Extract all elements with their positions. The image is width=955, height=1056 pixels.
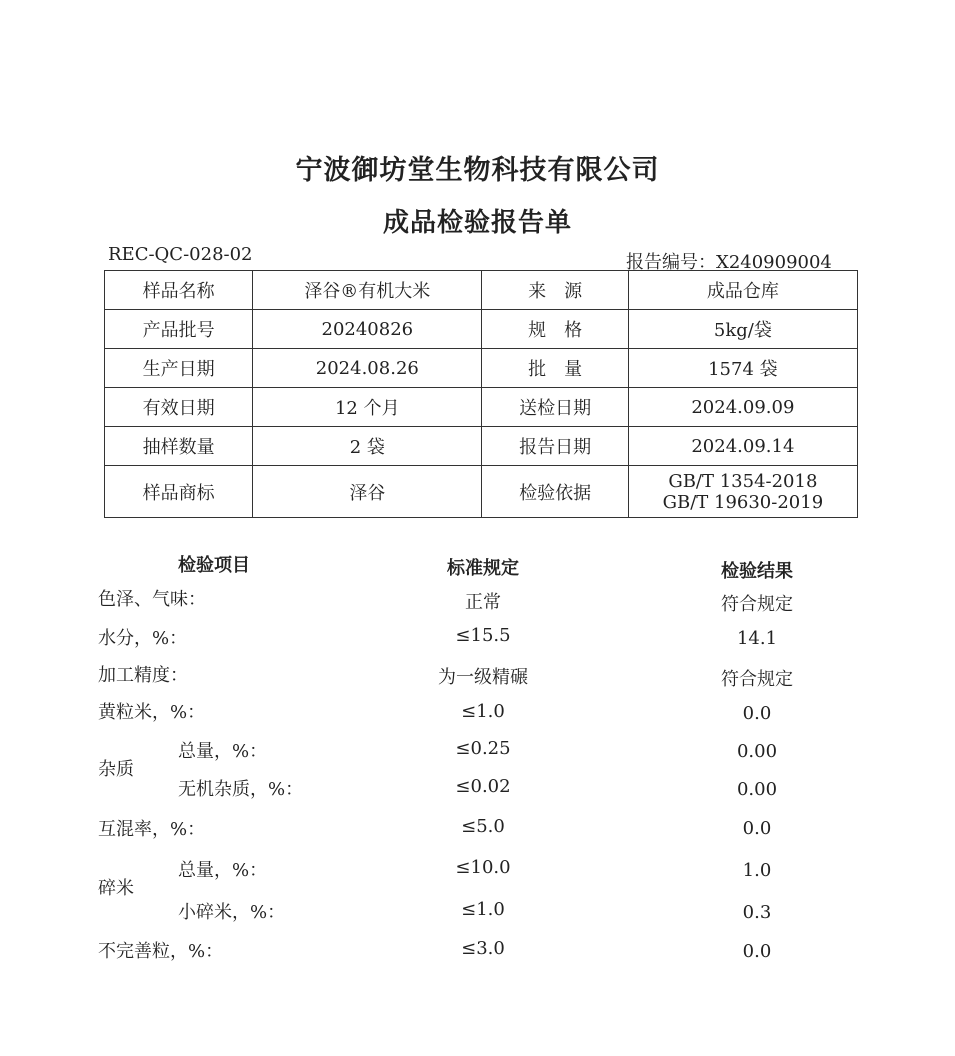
standard-impurity-inorganic: ≤0.02 bbox=[455, 776, 511, 797]
report-number-value: X240909004 bbox=[716, 252, 832, 273]
company-name: 宁波御坊堂生物科技有限公司 bbox=[295, 155, 660, 186]
submit-date-label: 送检日期 bbox=[482, 388, 628, 427]
item-broken-small: 小碎米，%： bbox=[178, 902, 286, 923]
result-impurity-total: 0.00 bbox=[736, 741, 778, 762]
result-imperfect-kernels: 0.0 bbox=[742, 941, 772, 962]
sample-name-value: 泽谷®有机大米 bbox=[253, 271, 482, 310]
basis-value bbox=[628, 466, 857, 518]
item-impurity-total: 总量，%： bbox=[178, 741, 268, 762]
lot-label: 批 量 bbox=[482, 349, 628, 388]
standard-impurity-total: ≤0.25 bbox=[455, 738, 511, 759]
item-imperfect-kernels: 不完善粒，%： bbox=[98, 941, 224, 962]
standard-broken-small: ≤1.0 bbox=[461, 899, 505, 920]
result-moisture: 14.1 bbox=[736, 628, 778, 649]
batch-label: 产品批号 bbox=[105, 310, 253, 349]
brand-label: 样品商标 bbox=[105, 466, 253, 518]
basis-standard-2: GB/T 19630-2019 bbox=[662, 491, 824, 513]
result-broken-total: 1.0 bbox=[742, 860, 772, 881]
item-moisture: 水分，%： bbox=[98, 628, 188, 649]
source-label: 来 源 bbox=[482, 271, 628, 310]
sample-qty-value: 2 袋 bbox=[253, 427, 482, 466]
result-broken-small: 0.3 bbox=[742, 902, 772, 923]
report-date-label: 报告日期 bbox=[482, 427, 628, 466]
lot-value: 1574 袋 bbox=[628, 349, 857, 388]
report-date-value: 2024.09.14 bbox=[628, 427, 857, 466]
result-yellow-kernels: 0.0 bbox=[742, 703, 772, 724]
source-value: 成品仓库 bbox=[628, 271, 857, 310]
standard-mixing-rate: ≤5.0 bbox=[461, 816, 505, 837]
header-standard: 标准规定 bbox=[447, 558, 519, 579]
item-broken-total: 总量，%： bbox=[178, 860, 268, 881]
submit-date-value: 2024.09.09 bbox=[628, 388, 857, 427]
table-row bbox=[105, 310, 858, 349]
standard-imperfect-kernels: ≤3.0 bbox=[461, 938, 505, 959]
item-yellow-kernels: 黄粒米，%： bbox=[98, 702, 206, 723]
result-mixing-rate: 0.0 bbox=[742, 818, 772, 839]
prod-date-value: 2024.08.26 bbox=[253, 349, 482, 388]
standard-broken-total: ≤10.0 bbox=[455, 857, 511, 878]
item-mixing-rate: 互混率，%： bbox=[98, 819, 206, 840]
spec-value: 5kg/袋 bbox=[628, 310, 857, 349]
item-milling: 加工精度： bbox=[98, 665, 188, 686]
table-row bbox=[105, 271, 858, 310]
basis-label: 检验依据 bbox=[482, 466, 628, 518]
header-item: 检验项目 bbox=[178, 555, 250, 576]
validity-label: 有效日期 bbox=[105, 388, 253, 427]
item-color-odor: 色泽、气味： bbox=[98, 589, 206, 610]
header-result: 检验结果 bbox=[721, 561, 793, 582]
document-title: 成品检验报告单 bbox=[382, 208, 572, 238]
result-milling: 符合规定 bbox=[721, 669, 793, 690]
validity-value: 12 个月 bbox=[253, 388, 482, 427]
form-number: REC-QC-028-02 bbox=[108, 244, 253, 265]
table-row bbox=[105, 427, 858, 466]
result-impurity-inorganic: 0.00 bbox=[736, 779, 778, 800]
prod-date-label: 生产日期 bbox=[105, 349, 253, 388]
basis-standard-1: GB/T 1354-2018 bbox=[668, 470, 818, 492]
item-broken-group: 碎米 bbox=[98, 878, 134, 899]
table-row bbox=[105, 466, 858, 518]
brand-value: 泽谷 bbox=[253, 466, 482, 518]
sample-info-table bbox=[104, 270, 858, 518]
item-impurity-inorganic: 无机杂质，%： bbox=[178, 779, 304, 800]
item-impurity-group: 杂质 bbox=[98, 759, 134, 780]
batch-value: 20240826 bbox=[253, 310, 482, 349]
sample-name-label: 样品名称 bbox=[105, 271, 253, 310]
standard-milling: 为一级精碾 bbox=[438, 667, 528, 688]
sample-qty-label: 抽样数量 bbox=[105, 427, 253, 466]
table-row bbox=[105, 388, 858, 427]
table-row bbox=[105, 349, 858, 388]
spec-label: 规 格 bbox=[482, 310, 628, 349]
report-number-label: 报告编号： bbox=[626, 252, 716, 273]
standard-moisture: ≤15.5 bbox=[455, 625, 511, 646]
standard-yellow-kernels: ≤1.0 bbox=[461, 701, 505, 722]
result-color-odor: 符合规定 bbox=[721, 594, 793, 615]
standard-color-odor: 正常 bbox=[465, 592, 501, 613]
